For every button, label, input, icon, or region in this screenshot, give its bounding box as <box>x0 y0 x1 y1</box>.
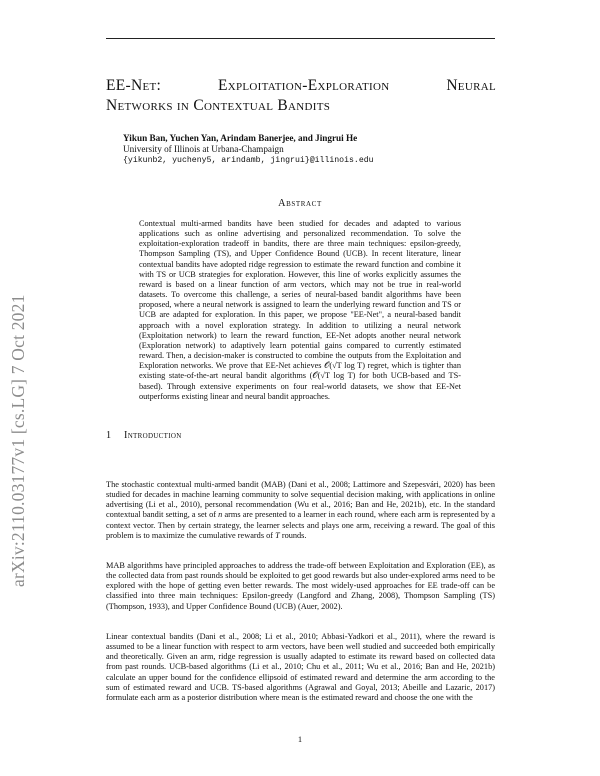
section-number: 1 <box>106 430 112 441</box>
top-rule <box>106 38 495 39</box>
paragraph-text: arms are presented to a learner in each round, where each arm is represented by a context vector. Then by certain strategy, the learner selects and plays one arm, receiving a reward. The goal of this problem is to maximize the cumulative rewards of <box>106 510 496 540</box>
page-number: 1 <box>297 734 303 744</box>
paragraph-text: The stochastic contextual multi-armed bandit (MAB) (Dani et al., 2008; Lattimore and Szepesvári, 2020) has been studied for decades in machine learning community to solve sequential decision making, with applications in online advertising (Li et al., 2010), personal recommendation (Wu et al., 2016; Ban and He, 2021b), etc. In the standard contextual bandit setting, a set of <box>106 480 495 520</box>
math-variable: n <box>218 510 223 520</box>
author-block <box>123 133 374 166</box>
section-title: Introduction <box>124 430 182 441</box>
title-word: Neural <box>446 77 496 94</box>
abstract-text: Contextual multi-armed bandits have been studied for decades and adapted to various applications such as online advertising and personalized recommendation. To solve the exploitation-exploration tradeoff in bandits, there are three main techniques: epsilon-greedy, Thompson Sampling (TS), and Upper Confidence Bound (UCB). In recent literature, linear contextual bandits have adopted ridge regression to estimate the reward function and combine it with TS or UCB strategies for exploration. However, this line of works explicitly assumes the reward is based on a linear function of arm vectors, which may not be true in real-world datasets. To overcome this challenge, a series of neural-based bandit algorithms have been proposed, where a neural network is assigned to learn the underlying reward function and TS or UCB are adapted for exploration. In this paper, we propose "EE-Net", a neural-based bandit approach with a novel exploration strategy. In addition to utilizing a neural network (Exploitation network) to learn the reward function, EE-Net adopts another neural network (Exploration network) to adaptively learn potential gains compared to currently estimated reward. Then, a decision-maker is constructed to combine the outputs from the Exploitation and Exploration networks. We prove that EE-Net achieves <box>139 219 461 371</box>
title-line-1 <box>106 76 496 96</box>
section-heading-introduction <box>106 430 182 441</box>
intro-paragraph-2: MAB algorithms have principled approaches to address the trade-off between Exploitation and Exploration (EE), as the collected data from past rounds should be exploited to get good rewards but also under-explored arms need to be explored with the hope of getting even better rewards. The most widely-used approaches for EE trade-off can be classified into three main techniques: Epsilon-greedy (Langford and Zhang, 2008), Thompson Sampling (TS) (Thompson, 1933), and Upper Confidence Bound (UCB) (Auer, 2002). <box>106 561 495 611</box>
abstract-text: for both UCB-based and TS-based). Through extensive experiments on four real-world datasets, we show that EE-Net outperforms existing linear and neural bandit approaches. <box>139 371 461 401</box>
title-line-2: Networks in Contextual Bandits <box>106 97 331 114</box>
title-word: EE-Net: <box>106 77 162 94</box>
intro-paragraph-3: Linear contextual bandits (Dani et al., 2008; Li et al., 2010; Abbasi-Yadkori et al., 2011), where the reward is assumed to be a linear function with respect to arm vectors, have been well studied and succeeded both empirically and theoretically. Given an arm, ridge regression is usually adapted to estimate its reward based on collected data from past rounds. UCB-based algorithms (Li et al., 2010; Chu et al., 2011; Wu et al., 2016; Ban and He, 2021b) calculate an upper bound for the confidence ellipsoid of estimated reward and determine the arm according to the sum of estimated reward and UCB. TS-based algorithms (Agrawal and Goyal, 2013; Abeille and Lazaric, 2017) formulate each arm as a posterior distribution where mean is the estimated reward and choose the one with the <box>106 632 495 702</box>
paper-title <box>106 76 496 116</box>
math-variable: T <box>275 530 280 540</box>
paragraph-text: rounds. <box>279 530 307 540</box>
baseline-bound-math: 𝒪(√T log T) <box>312 371 356 381</box>
author-email: {yikunb2, yucheny5, arindamb, jingrui}@illinois.edu <box>123 156 374 165</box>
regret-bound-math: 𝒪(√T log T) <box>324 361 365 371</box>
intro-paragraph-1 <box>106 480 495 541</box>
author-names: Yikun Ban, Yuchen Yan, Arindam Banerjee, and Jingrui He <box>123 133 358 143</box>
title-word: Exploitation-Exploration <box>217 77 390 94</box>
abstract-body <box>139 219 461 402</box>
abstract-text: regret, which is tighter than existing state-of-the-art neural bandit algorithms ( <box>139 361 462 381</box>
author-affiliation: University of Illinois at Urbana-Champaign <box>123 144 284 154</box>
arxiv-identifier: arXiv:2110.03177v1 [cs.LG] 7 Oct 2021 <box>8 294 28 587</box>
abstract-heading: Abstract <box>278 198 322 209</box>
